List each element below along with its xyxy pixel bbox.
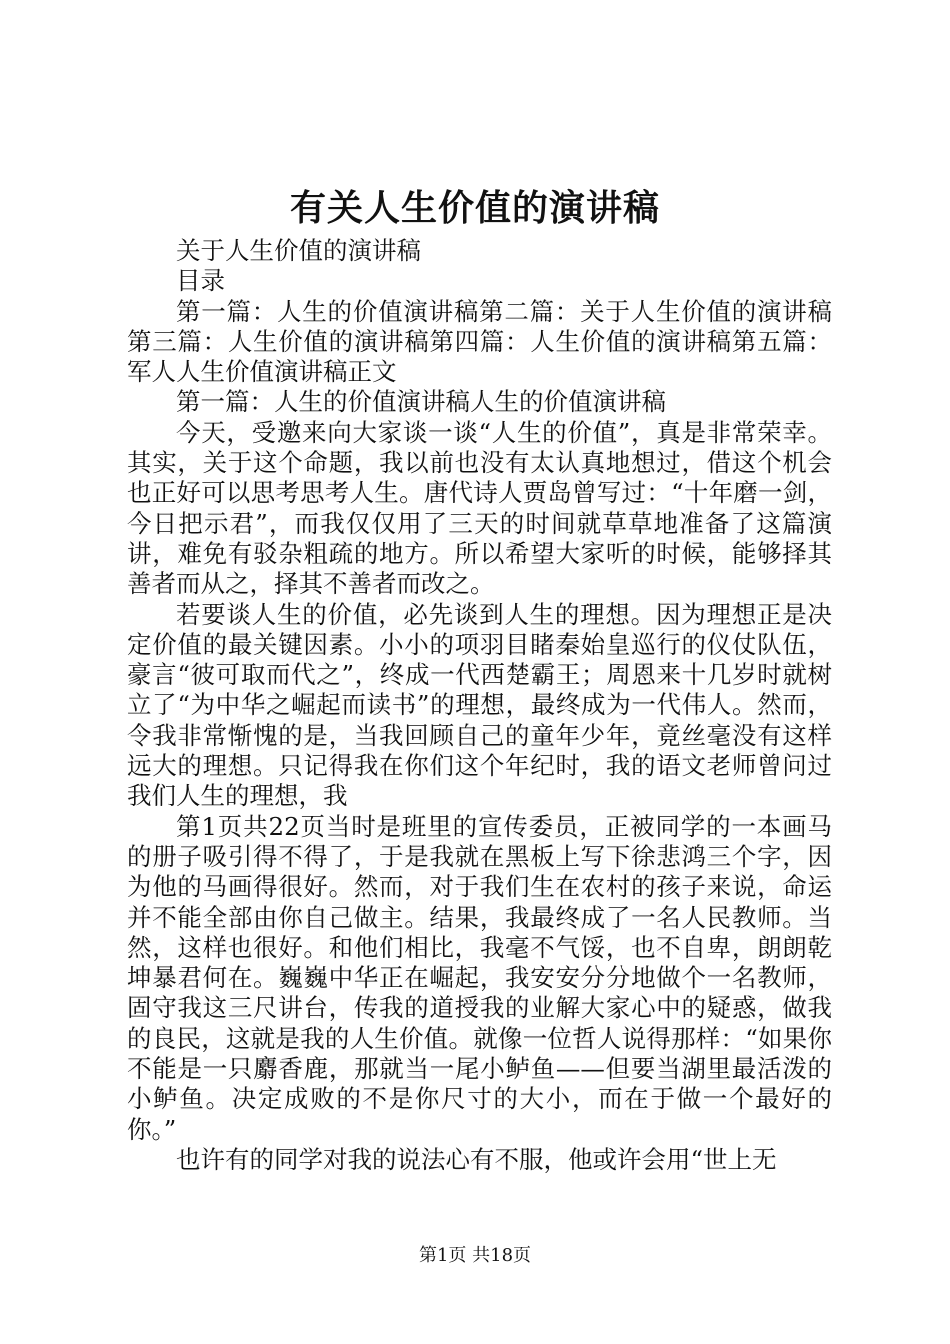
section-heading: 第一篇：人生的价值演讲稿人生的价值演讲稿 (176, 387, 666, 417)
body-paragraph: 今天，受邀来向大家谈一谈“人生的价值”，真是非常荣幸。其实，关于这个命题，我以前也没有太认真地想过，借这个机会也正好可以思考思考人生。唐代诗人贾岛曾写过：“十年磨一剑，今日把示君”，而我仅仅用了三天的时间就草草地准备了这篇演讲，难免有驳杂粗疏的地方。所以希望大家听的时候，能够择其善者而从之，择其不善者而改之。 (127, 417, 832, 599)
page-footer: 第1页 共18页 (418, 1245, 532, 1266)
subtitle-paragraph: 关于人生价值的演讲稿 (176, 236, 421, 265)
body-paragraph: 若要谈人生的价值，必先谈到人生的理想。因为理想正是决定价值的最关键因素。小小的项羽目睹秦始皇巡行的仪仗队伍，豪言“彼可取而代之”，终成一代西楚霸王；周恩来十几岁时就树立了“为中华之崛起而读书”的理想，最终成为一代伟人。然而，令我非常惭愧的是，当我回顾自己的童年少年，竟丝毫没有这样远大的理想。只记得我在你们这个年纪时，我的语文老师曾问过我们人生的理想，我 (127, 599, 832, 811)
toc-heading: 目录 (176, 266, 225, 296)
body-paragraph: 第1页共22页当时是班里的宣传委员，正被同学的一本画马的册子吸引得不得了，于是我就在黑板上写下徐悲鸿三个字，因为他的马画得很好。然而，对于我们生在农村的孩子来说，命运并不能全部由你自己做主。结果，我最终成了一名人民教师。当然，这样也很好。和他们相比，我毫不气馁，也不自卑，朗朗乾坤暴君何在。巍巍中华正在崛起，我安安分分地做个一名教师，固守我这三尺讲台，传我的道授我的业解大家心中的疑惑，做我的良民，这就是我的人生价值。就像一位哲人说得那样：“如果你不能是一只麝香鹿，那就当一尾小鲈鱼——但要当湖里最活泼的小鲈鱼。决定成败的不是你尺寸的大小，而在于做一个最好的你。” (127, 811, 832, 1144)
body-paragraph: 也许有的同学对我的说法心有不服，他或许会用“世上无 (176, 1144, 777, 1174)
document-title: 有关人生价值的演讲稿 (289, 187, 660, 229)
document-body (127, 236, 832, 1175)
toc-paragraph: 第一篇：人生的价值演讲稿第二篇：关于人生价值的演讲稿第三篇：人生价值的演讲稿第四篇：人生价值的演讲稿第五篇：军人人生价值演讲稿正文 (127, 296, 832, 387)
